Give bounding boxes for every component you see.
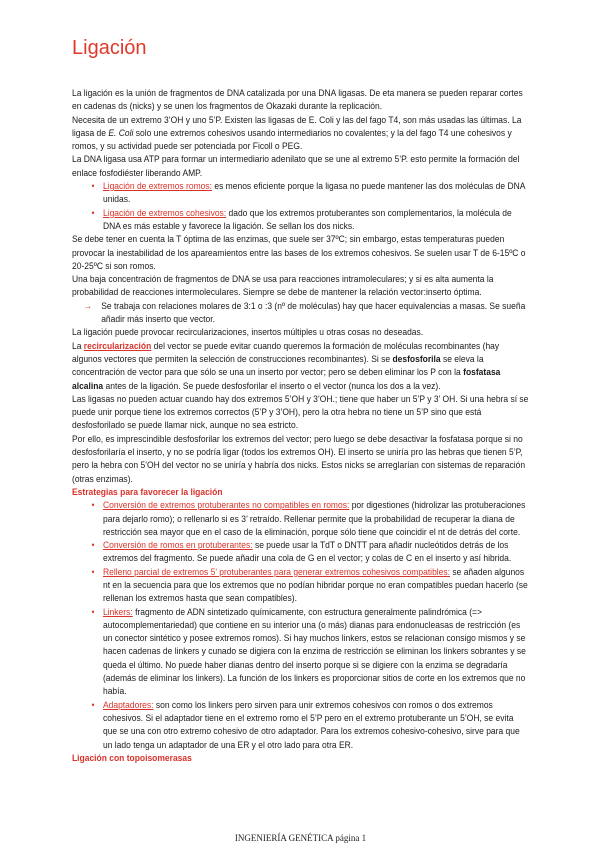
text-run: del vector se puede evitar cuando queremos la formación de moléculas recombinantes (hay algunos vectores que permiten la selección de construcciones recombinantes). Si se (72, 340, 500, 365)
text-run: solo une extremos cohesivos usando intermediarios no covalentes; y la del fago T4 une cohesivos y romos, y su actividad puede ser potenciada por Ficoll o PEG. (72, 127, 512, 153)
section-heading (72, 486, 529, 499)
section-heading (72, 752, 529, 765)
bullet-item (72, 539, 529, 566)
bullet-icon (91, 180, 94, 193)
text-run: La DNA ligasa usa ATP para formar un intermediario adenilato que se une al extremo 5’P. esto permite la formación del enlace fosfodiéster liberando AMP. (72, 154, 520, 179)
text-run: Una baja concentración de fragmentos de DNA se usa para reacciones intramoleculares; y si es alta aumenta la probabilidad de reacciones intermoleculares. Siempre se debe de mantener la relación vector:inserto óptima. (72, 274, 494, 299)
bullet-icon (91, 699, 94, 712)
text-run: Necesita de un extremo 3’OH y uno 5’P. Existen las ligasas de E. Coli y las del fago T4, son más usadas las últimas. La ligasa de (72, 114, 522, 139)
text-run: son como los linkers pero sirven para unir extremos cohesivos con romos o dos extremos cohesivos. Si el adaptador tiene en el extremo romo el 5’P pero en el extremo protuberante un 5’OH, se evita que se una con otro extremo cohesivo de otro adaptador. Para los extremos cohesivo-cohesivo, sirve para que un lado tenga un adaptador de una ER y el otro lado para otra ER. (102, 699, 520, 751)
text-run: se puede usar la TdT o DNTT para añadir nucleótidos detrás de los extremos del fragmento. Se puede añadir una cola de G en el vector; y colas de C en el inserto y así hibrida. (102, 540, 512, 565)
text-run: La ligación puede provocar recircularizaciones, insertos múltiples u otras cosas no deseadas. (72, 327, 424, 339)
bullet-icon (91, 606, 94, 619)
text-run: Las ligasas no pueden actuar cuando hay dos extremos 5’OH y 3’OH.; tiene que haber un 5’P y 3’ OH. Si una hebra sí se puede unir porque tiene los extremos correctos (5’P y 3’OH), pero la otra hebra no tiene un 5’P sino que está desfosforilado se puede llamar nick, aunque no sea estricto. (72, 393, 529, 432)
paragraph (72, 340, 529, 393)
bullet-item (72, 606, 529, 699)
bullet-icon (91, 207, 94, 220)
text-run: se eleva la concentración de vector para que sólo se una un inserto por vector; pero se deben eliminar los P con la (72, 353, 484, 379)
arrow-item (72, 300, 529, 327)
bullet-item (72, 699, 529, 752)
document-body (72, 87, 529, 765)
bullet-icon (91, 566, 94, 579)
highlighted-term: Adaptadores: (102, 699, 154, 711)
highlighted-term: Conversión de romos en protuberantes: (102, 540, 253, 552)
arrow-icon (84, 300, 92, 313)
bullet-icon (91, 539, 94, 552)
page-footer: INGENIERÍA GENÉTICA página 1 (234, 833, 367, 843)
paragraph (72, 326, 529, 339)
text-run: dado que los extremos protuberantes son complementarios, la molécula de DNA es más estable y favorece la ligación. Se sellan los dos nicks. (102, 207, 512, 232)
text-run: Se trabaja con relaciones molares de 3:1 o :3 (nº de moléculas) hay que hacer equivalencias a masas. Se sueña añadir más inserto que vector. (101, 300, 526, 326)
text-run: Estrategias para favorecer la ligación (72, 486, 223, 498)
italic-text: E. Coli (108, 127, 134, 139)
bullet-item (72, 207, 529, 234)
bold-text: fosfatasa alcalina (72, 367, 501, 392)
text-run: es menos eficiente porque la ligasa no puede mantener las dos moléculas de DNA unidas. (102, 181, 525, 206)
text-run: La (72, 340, 84, 352)
bold-text: desfosforila (392, 353, 441, 365)
paragraph (72, 153, 529, 180)
page-title: Ligación (72, 37, 147, 59)
highlighted-term: recircularización (83, 340, 152, 352)
paragraph (72, 433, 529, 486)
bullet-item (72, 180, 529, 207)
text-run: por digestiones (hidrolizar las protuberaciones para dejarlo romo); o rellenarlo si es 3’ retraído. Rellenar permite que la probabilidad de recuperar la diana de restricción sea mayor que en el caso de la eliminación, porque sólo tiene que coincidir el nt de detrás del corte. (102, 500, 526, 538)
highlighted-term: Conversión de extremos protuberantes no compatibles en romos: (102, 500, 350, 512)
text-run: Ligación con topoisomerasas (72, 752, 192, 764)
highlighted-term: Linkers: (102, 606, 133, 618)
paragraph (72, 233, 529, 273)
text-run: La ligación es la unión de fragmentos de DNA catalizada por una DNA ligasas. De eta manera se pueden reparar cortes en cadenas ds (nicks) y se unen los fragmentos de Okazaki durante la replicación. (72, 88, 523, 113)
bullet-item (72, 499, 529, 539)
paragraph (72, 393, 529, 433)
paragraph (72, 273, 529, 300)
highlighted-term: Ligación de extremos romos: (102, 181, 212, 193)
text-run: se añaden algunos nt en la secuencia para que los extremos que no podían hibridar porque no eran compatibles puedan hacerlo (se rellenan los extremos hasta que sean compatibles). (102, 566, 528, 605)
text-run: fragmento de ADN sintetizado químicamente, con estructura generalmente palindrómica (=> autocomplementariedad) que contiene en su interior una (o más) dianas para endonucleasas de restricción (es un conector sintético y posee extremos romos). Si hay muchos linkers, estos se relacionan consigo mismos y se hacen cadenas de linkers y cunado se digiera con la enzima de restricción se eliminan los linkers sobrantes y se queda el último. No puede haber dianas dentro del inserto porque si se digiere con la enzima se degradaría (además de eliminar los linkers). La función de los linkers es proporcionar sitios de corte en los extremos que no había. (102, 606, 526, 698)
text-run: Se debe tener en cuenta la T óptima de las enzimas, que suele ser 37ºC; sin embargo, estas temperaturas pueden provocar la inestabilidad de los apareamientos entre las bases de los extremos cohesivos. Se suelen usar T de 6-15ºC o 20-25ºC si son romos. (72, 234, 526, 272)
highlighted-term: Relleno parcial de extremos 5’ protuberantes para generar extremos cohesivos compatibles: (102, 566, 451, 578)
text-run: Por ello, es imprescindible desfosforilar los extremos del vector; pero luego se debe desactivar la fosfatasa porque si no desfosforilaría el inserto, y no se podría ligar (todos los extremos OH). El inserto se uniría pro las hebras que tienen 5’P, pero la hebra con 5’OH del vector no se uniría y habría dos nicks. Estos nicks se arreglarían con sistemas de reparación (otras enzimas). (72, 433, 526, 485)
text-run: antes de la ligación. Se puede desfosforilar el inserto o el vector (nunca los dos a la vez). (103, 380, 441, 392)
paragraph (72, 87, 529, 114)
paragraph (72, 114, 529, 154)
bullet-item (72, 566, 529, 606)
highlighted-term: Ligación de extremos cohesivos: (102, 207, 227, 219)
bullet-icon (91, 499, 94, 512)
